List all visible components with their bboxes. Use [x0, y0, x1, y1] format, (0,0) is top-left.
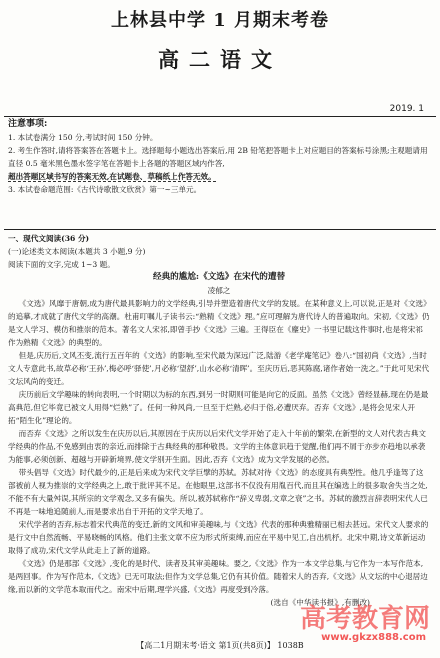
notice-item-1: 1. 本试卷满分 150 分,考试时间 150 分钟。 [8, 133, 158, 142]
page-footer: 【高二1月期末考·语文 第1页(共8页)】 1038B [136, 641, 304, 650]
article-paragraph: 庆历前后文学趣味的转向表明,一个时期以为标的东西,到另一时期则可能是向它的反面。虽然《文选》曾经显赫,现在仍是最高典范,但它毕竟已被文人用得“烂熟”了。任何一种风尚,一旦至于烂熟,必归于俗,必遭厌弃。否弃《文选》,是将会见宋人开拓“陌生化”理论的。 [8, 390, 429, 425]
article-paragraph: 《文选》仍是那部《文选》,变化的是时代、读者及其审美趣味。要之,《文选》作为一本文学总集,与它作为一本写作范本,是两回事。作为写作范本,《文选》已无可取法;但作为文学总集,它仍有其价值。随着宋人的否弃,《文选》从文坛的中心退居边缘,而以新的文学范本取而代之。南宋中后期,理学兴盛,《文选》再度受到冷落。 [8, 559, 428, 594]
article-author: 凌郁之 [207, 286, 231, 295]
watermark-brand: 高考教育网 [299, 604, 430, 634]
subject-title: 高二语文 [158, 47, 282, 72]
article-paragraph: 《文选》风靡于唐朝,成为唐代最具影响力的文学经典,引导并塑造着唐代文学的发展。在某种意义上,可以说,正是对《文选》的追摹,才成就了唐代文学的高潮。杜甫叮嘱儿子读书云:“熟精《文选》理。”应可理解为唐代诗人的普遍取向。宋初,《文选》仍是文人学习、模仿和推崇的范本。著名文人宋祁,即曾手抄《文选》三遍。王得臣在《麈史》一书里记载这件事时,也是将宋祁作为熟精《文选》的典型的。 [8, 299, 430, 347]
section-heading: 一、现代文阅读(36 分) [8, 234, 90, 243]
reading-section [8, 232, 430, 609]
notice-title: 注意事项: [8, 119, 48, 129]
school-title: 上林县中学 1 月期末考卷 [110, 10, 330, 31]
article-title: 经典的尴尬:《文选》在宋代的遭替 [152, 272, 286, 282]
article-source: (选自《中华读书报》,有删改) [270, 598, 370, 607]
article-paragraph: 但是,庆历后,文风丕变,流行五百年的《文选》的影响,至宋代最为深远广泛,陆游《老学庵笔记》卷八:“国初尚《文选》,当时文人专意此书,故草必称‘王孙’,梅必呼‘驿使’,月必称‘望舒’,山水必称‘清晖’。至庆历后,恶其陈腐,诸作者始一洗之。”于此可见宋代文坛风尚的变迁。 [8, 351, 430, 386]
article-paragraph: 带头倡导《文选》时代最少的,正是后来成为宋代文学巨擘的苏轼。苏轼对待《文选》的态度具有典型性。他几乎逢驾了这部被前人视为推崇的文学经典之上,敢于批评其不足。在他眼里,这部书不仅没有用胤百代,而且其在编选上的很多取舍失当之处,不能不有大量舛误,其所宗的文学观念,又多有偏失。所以,被苏轼称作“辞义卑弱,文章之衰”之书。苏轼的激烈言辞表明宋代人已不再是一味地追随前人,而是要求出自于开拓的文学天地了。 [8, 468, 428, 516]
notice-item-3: 3. 本试卷命题范围:《古代诗歌散文欣赏》第一~三单元。 [8, 185, 202, 194]
notice-section [8, 118, 430, 196]
top-divider [4, 116, 436, 117]
section-instruction: 阅读下面的文字,完成 1~3 题。 [8, 260, 115, 269]
watermark-url: www.gkzx888.com [321, 632, 426, 643]
notice-item-2: 2. 考生作答时,请将答案答在答题卡上。选择题每小题选出答案后,用 2B 铅笔把答题卡上对应题目的答案标号涂黑;主观题请用直径 0.5 毫米黑色墨水签字笔在答题卡上各题的答题区域内作答, [8, 146, 428, 168]
notice-divider [4, 229, 436, 230]
article-paragraph: 宋代学者的否弃,标志着宋代典范的变迁,新的文风和审美趣味,与《文选》代表的那种典雅精丽已相去甚远。宋代文人要求的是行文中自然流畅、平易晓畅的风格。他们主张文章不应为形式所束缚,而应在平易中见工,自出机杼。北宋中期,诗文革新运动取得了成功,宋代文学从此走上了新的道路。 [8, 520, 429, 555]
section-subheading: (一)论述类文本阅读(本题共 3 小题,9 分) [8, 247, 146, 256]
notice-item-2-emphasis: 超出答题区域书写的答案无效,在试题卷、草稿纸上作答无效。 [8, 172, 216, 181]
article-paragraph: 而否弃《文选》之所以发生在庆历以后,其原因在于庆历以后宋代文学开始了走入十年前的繁荣,在新型的文人对代表古典文学经典的作品,不免感到由衷的亲近,而排除于古典经典的那种敬畏。文学的主体意识趋于觉醒,他们再不屑于亦步亦趋地以承袭为能事,必须创新、超越与开辟新境界,使文学别开生面。因此,否弃《文选》成为文学发展的必然。 [8, 429, 426, 464]
exam-date: 2019. 1 [389, 104, 424, 114]
